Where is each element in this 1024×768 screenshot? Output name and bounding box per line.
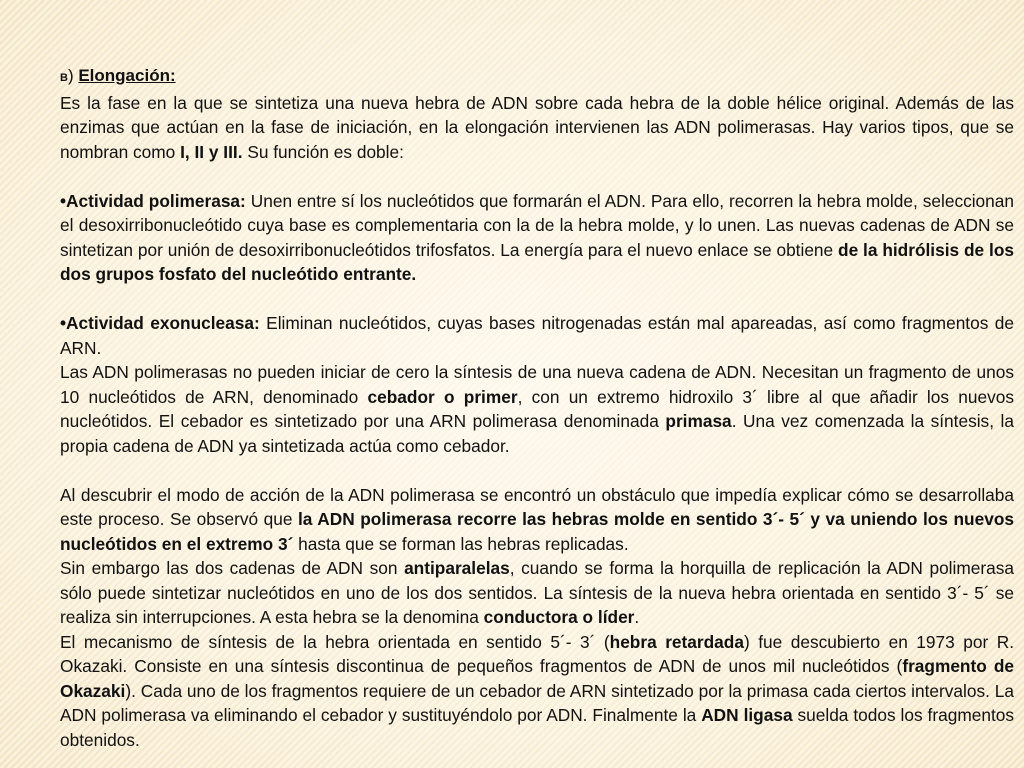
text-run: Las ADN polimerasas no pueden iniciar de cero la síntesis de una nueva cadena de ADN. Necesitan un fragmento de unos 10 nucleótidos de ARN, denominado: [60, 362, 1014, 407]
text-run: suelda todos los fragmentos obtenidos.: [60, 705, 1014, 750]
text-run: Eliminan nucleótidos, cuyas bases nitrogenadas están mal apareadas, así como fragmentos de ARN.: [60, 313, 1014, 358]
text-run: . Una vez comenzada la síntesis, la propia cadena de ADN ya sintetizada actúa como cebador.: [60, 411, 1014, 456]
bold-run: fragmento de Okazaki: [60, 656, 1015, 701]
bold-run: de la hidrólisis de los dos grupos fosfato del nucleótido entrante.: [60, 239, 1014, 284]
bold-run: primasa: [665, 411, 732, 431]
text-run: , cuando se forma la horquilla de replicación la ADN polimerasa sólo puede sintetizar nucleótidos en uno de los dos sentidos. La síntesis de la nueva hebra orientada en sentido 3´- 5´ se realiza sin interrupciones. A esta hebra se la denomina: [60, 558, 1014, 627]
antiparalelas-paragraph: [60, 556, 1014, 630]
bold-run: conductora o líder: [483, 607, 635, 627]
text-run: Su función es doble:: [242, 141, 404, 162]
text-run: , con un extremo hidroxilo 3´ libre al que añadir los nuevos nucleótidos. El cebador es sintetizado por una ARN polimerasa denominada: [60, 386, 1014, 431]
bold-run: cebador o primer: [367, 386, 518, 407]
cebador-paragraph: [60, 360, 1014, 458]
bullet-exonucleasa: [60, 311, 1014, 360]
bullet-label: •Actividad exonucleasa:: [60, 313, 260, 333]
text-run: El mecanismo de síntesis de la hebra orientada en sentido 5´- 3´ (: [60, 631, 610, 652]
okazaki-paragraph: [60, 630, 1014, 753]
bullet-polimerasa: [60, 189, 1014, 287]
text-run: Sin embargo las dos cadenas de ADN son: [60, 558, 405, 578]
bold-run: I, II y III.: [180, 141, 243, 162]
bold-run: ADN ligasa: [701, 705, 793, 725]
bold-run: hebra retardada: [609, 631, 744, 652]
intro-paragraph: [60, 91, 1014, 165]
text-run: hasta que se forman las hebras replicadas.: [293, 533, 629, 554]
section-paren: ): [67, 66, 79, 85]
section-title: Elongación:: [78, 66, 176, 85]
text-run: ) fue descubierto en 1973 por R. Okazaki. Consiste en una síntesis discontinua de pequeños fragmentos de ADN de unos mil nucleótidos (: [60, 631, 1015, 676]
text-run: ). Cada uno de los fragmentos requiere de un cebador de ARN sintetizado por la primasa cada ciertos intervalos. La ADN polimerasa va eliminando el cebador y sustituyéndolo por ADN. Finalmente la: [60, 680, 1014, 725]
bold-run: antiparalelas: [404, 558, 510, 578]
text-run: Es la fase en la que se sintetiza una nueva hebra de ADN sobre cada hebra de la doble hélice original. Además de las enzimas que actúan en la fase de iniciación, en la elongación intervienen las ADN polimerasas. Hay varios tipos, que se nombran como: [60, 92, 1014, 162]
section-letter: B: [60, 72, 68, 84]
bullet-label: •Actividad polimerasa:: [60, 190, 246, 211]
text-run: Unen entre sí los nucleótidos que formarán el ADN. Para ello, recorren la hebra molde, seleccionan el desoxirribonucleótido cuya base es complementaria con la de la hebra molde, y lo unen. Las nuevas cadenas de ADN se sintetizan por unión de desoxirribonucleótidos trifosfatos. La energía para el nuevo enlace se obtiene: [60, 190, 1015, 260]
obstaculo-paragraph: [60, 483, 1014, 557]
text-run: .: [634, 607, 640, 627]
text-run: Al descubrir el modo de acción de la ADN polimerasa se encontró un obstáculo que impedía explicar cómo se desarrollaba este proceso. Se observó que: [60, 484, 1014, 529]
bold-run: la ADN polimerasa recorre las hebras molde en sentido 3´- 5´ y va uniendo los nuevos nucleótidos en el extremo 3´: [60, 509, 1014, 554]
section-heading: [60, 64, 1014, 91]
slide-text: [60, 64, 1014, 752]
